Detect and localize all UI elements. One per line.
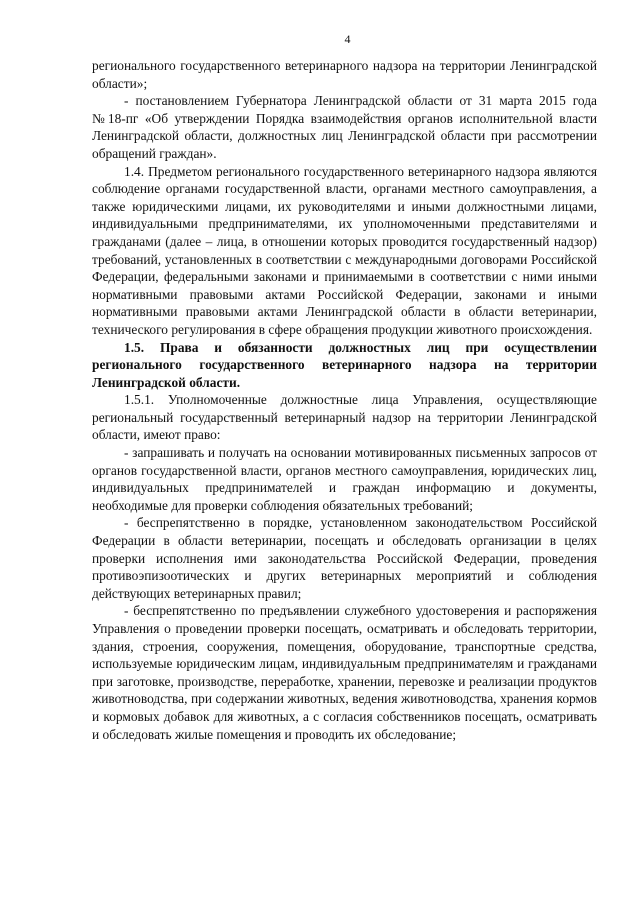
paragraph-1-5-1-officials: 1.5.1. Уполномоченные должностные лица Управления, осуществляющие региональный государственный ветеринарный надзор на территории Ленинградской области, имеют право: xyxy=(92,392,597,443)
document-body xyxy=(92,57,597,743)
page-number: 4 xyxy=(344,32,351,46)
list-item-visit-organizations: - беспрепятственно в порядке, установленном законодательством Российской Федерации в области ветеринарии, посещать и обследовать организации в целях проверки исполнения ими законодательства Российской Федерации, проведения противоэпизоотических и других ветеринарных мероприятий и соблюдения действующих ветеринарных правил; xyxy=(92,515,597,601)
list-item-request-documents: - запрашивать и получать на основании мотивированных письменных запросов от органов государственной власти, органов местного самоуправления, юридических лиц, индивидуальных предпринимателей и граждан информацию и документы, необходимые для проверки соблюдения обязательных требований; xyxy=(92,445,597,513)
paragraph-1-4-subject: 1.4. Предметом регионального государственного ветеринарного надзора являются соблюдение органами государственной власти, органами местного самоуправления, а также юридическими лицами, их руководителями и иными должностными лицами, индивидуальными предпринимателями, их уполномоченными представителями и гражданами (далее – лица, в отношении которых проводится государственный надзор) требований, установленных в соответствии с международными договорами Российской Федерации, федеральными законами и принимаемыми в соответствии с ними иными нормативными правовыми актами Российской Федерации, законами и иными нормативными правовыми актами Ленинградской области в области ветеринарии, технического регулирования в сфере обращения продукции животного происхождения. xyxy=(92,163,597,337)
paragraph-governor-decree: - постановлением Губернатора Ленинградской области от 31 марта 2015 года №18-пг «Об утверждении Порядка взаимодействия органов исполнительной власти Ленинградской области, должностных лиц Ленинградской области при рассмотрении обращений граждан». xyxy=(92,93,597,161)
list-item-inspect-premises: - беспрепятственно по предъявлении служебного удостоверения и распоряжения Управления о проведении проверки посещать, осматривать и обследовать территории, здания, строения, сооружения, помещения, оборудование, транспортные средства, используемые юридическим лицам, индивидуальным предпринимателям и гражданами при заготовке, производстве, переработке, хранении, перевозке и реализации продуктов животноводства, при содержании животных, ведения животноводства, хранения кормов и кормовых добавок для животных, а с согласия собственников посещать, осматривать и обследовать жилые помещения и проводить их обследование; xyxy=(92,603,597,742)
heading-1-5-rights-duties: 1.5. Права и обязанности должностных лиц при осуществлении регионального государственного ветеринарного надзора на территории Ленинградской области. xyxy=(92,339,597,390)
paragraph-continuation: регионального государственного ветеринарного надзора на территории Ленинградской области»; xyxy=(92,58,597,91)
